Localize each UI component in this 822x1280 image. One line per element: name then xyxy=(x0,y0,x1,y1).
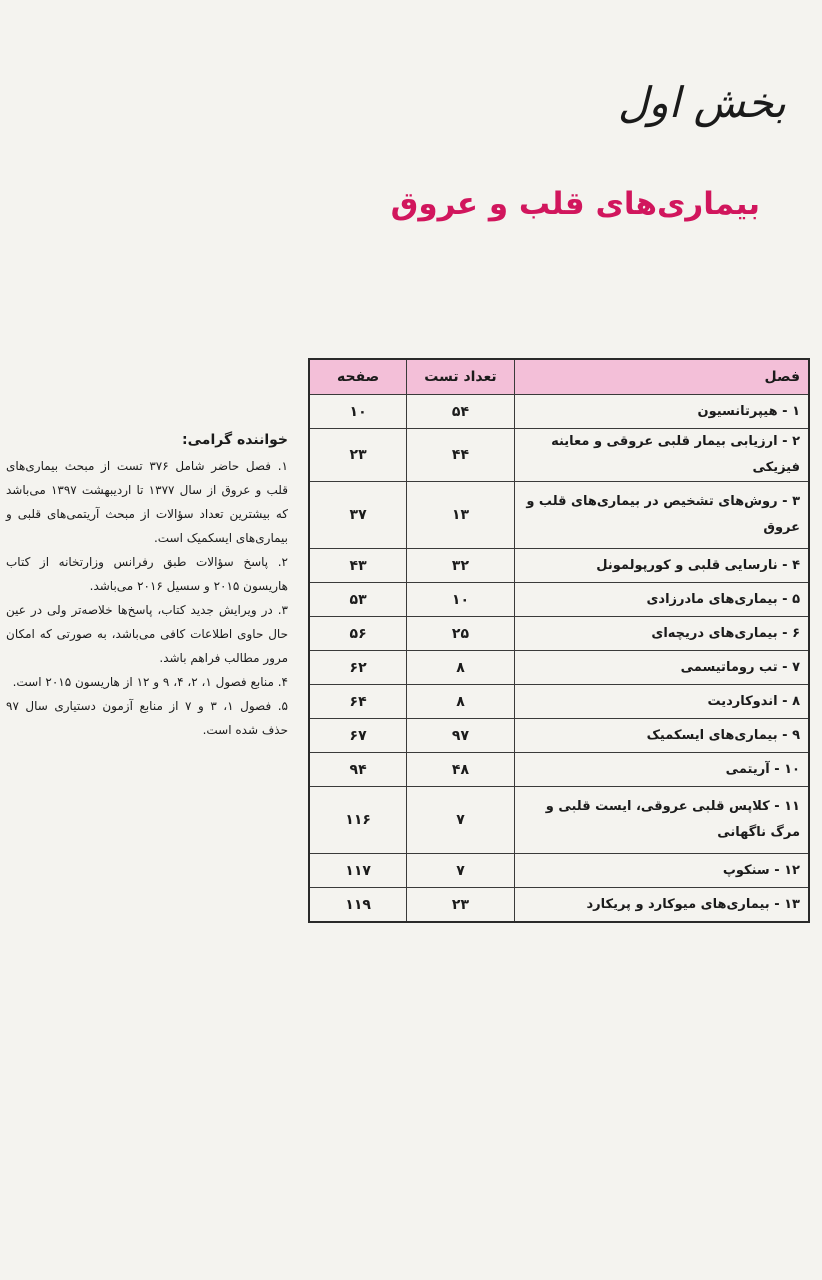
list-item: ۱. فصل حاضر شامل ۳۷۶ تست از مبحث بیماری‌های قلب و عروق از سال ۱۳۷۷ تا اردیبهشت ۱۳۹۷ می‌باشد که بیشترین تعداد سؤالات از مبحث آریتمی‌های قلبی و بیماری‌های ایسکمیک است. xyxy=(6,459,288,545)
row-title: ۱۰ - آریتمی xyxy=(514,753,809,787)
row-count: ۹۷ xyxy=(407,719,515,753)
table-row xyxy=(309,395,809,429)
row-count: ۴۴ xyxy=(407,429,515,482)
row-count: ۷ xyxy=(407,854,515,888)
table-row xyxy=(309,617,809,651)
row-count: ۱۰ xyxy=(407,583,515,617)
row-title: ۲ - ارزیابی بیمار قلبی عروقی و معاینه فیزیکی xyxy=(514,429,809,482)
row-page: ۹۴ xyxy=(309,753,407,787)
list-item: ۴. منابع فصول ۱، ۲، ۴، ۹ و ۱۲ از هاریسون ۲۰۱۵ است. xyxy=(12,675,288,689)
row-page: ۳۷ xyxy=(309,482,407,549)
table-row xyxy=(309,429,809,482)
table-row xyxy=(309,685,809,719)
table-row xyxy=(309,583,809,617)
row-title: ۱۳ - بیماری‌های میوکارد و پریکارد xyxy=(514,888,809,923)
row-page: ۶۲ xyxy=(309,651,407,685)
table-row xyxy=(309,888,809,923)
row-count: ۱۳ xyxy=(407,482,515,549)
table-row xyxy=(309,753,809,787)
row-page: ۱۰ xyxy=(309,395,407,429)
row-count: ۲۵ xyxy=(407,617,515,651)
row-title: ۱۲ - سنکوپ xyxy=(514,854,809,888)
header-chapter: فصل xyxy=(514,359,809,395)
row-count: ۳۲ xyxy=(407,549,515,583)
table-row xyxy=(309,719,809,753)
row-page: ۵۳ xyxy=(309,583,407,617)
header-page: صفحه xyxy=(309,359,407,395)
chapter-title: بیماری‌های قلب و عروق xyxy=(390,186,760,222)
row-title: ۸ - اندوکاردیت xyxy=(514,685,809,719)
row-count: ۵۴ xyxy=(407,395,515,429)
table-row xyxy=(309,854,809,888)
list-item: ۵. فصول ۱، ۳ و ۷ از منابع آزمون دستیاری سال ۹۷ حذف شده است. xyxy=(6,699,288,737)
row-title: ۴ - نارسایی قلبی و کورپولمونل xyxy=(514,549,809,583)
row-page: ۱۱۶ xyxy=(309,787,407,854)
row-page: ۶۷ xyxy=(309,719,407,753)
row-count: ۲۳ xyxy=(407,888,515,923)
row-count: ۸ xyxy=(407,651,515,685)
row-page: ۱۱۹ xyxy=(309,888,407,923)
row-title: ۱ - هیپرتانسیون xyxy=(514,395,809,429)
row-page: ۲۳ xyxy=(309,429,407,482)
row-count: ۸ xyxy=(407,685,515,719)
header-test-count: تعداد تست xyxy=(407,359,515,395)
row-title: ۹ - بیماری‌های ایسکمیک xyxy=(514,719,809,753)
list-item: ۳. در ویرایش جدید کتاب، پاسخ‌ها خلاصه‌تر ولی در عین حال حاوی اطلاعات کافی می‌باشد، به صورتی که امکان مرور مطالب فراهم باشد. xyxy=(6,603,288,665)
row-title: ۵ - بیماری‌های مادرزادی xyxy=(514,583,809,617)
row-title: ۷ - تب روماتیسمی xyxy=(514,651,809,685)
table-row xyxy=(309,549,809,583)
table-row xyxy=(309,651,809,685)
row-page: ۱۱۷ xyxy=(309,854,407,888)
part-title: بخش اول xyxy=(617,78,786,127)
row-title: ۳ - روش‌های تشخیص در بیماری‌های قلب و عروق xyxy=(514,482,809,549)
list-item: ۲. پاسخ سؤالات طبق رفرانس وزارتخانه از کتاب هاریسون ۲۰۱۵ و سسیل ۲۰۱۶ می‌باشد. xyxy=(6,555,288,593)
table-row xyxy=(309,482,809,549)
row-title: ۶ - بیماری‌های دریچه‌ای xyxy=(514,617,809,651)
table-row xyxy=(309,787,809,854)
row-count: ۷ xyxy=(407,787,515,854)
table-header-row xyxy=(309,359,809,395)
contents-table xyxy=(308,358,810,923)
row-count: ۴۸ xyxy=(407,753,515,787)
row-page: ۴۳ xyxy=(309,549,407,583)
notes-list xyxy=(6,454,288,742)
row-page: ۵۶ xyxy=(309,617,407,651)
row-title: ۱۱ - کلاپس قلبی عروقی، ایست قلبی و مرگ ناگهانی xyxy=(514,787,809,854)
row-page: ۶۴ xyxy=(309,685,407,719)
reader-notes xyxy=(6,428,288,742)
notes-title: خواننده گرامی: xyxy=(182,432,288,448)
